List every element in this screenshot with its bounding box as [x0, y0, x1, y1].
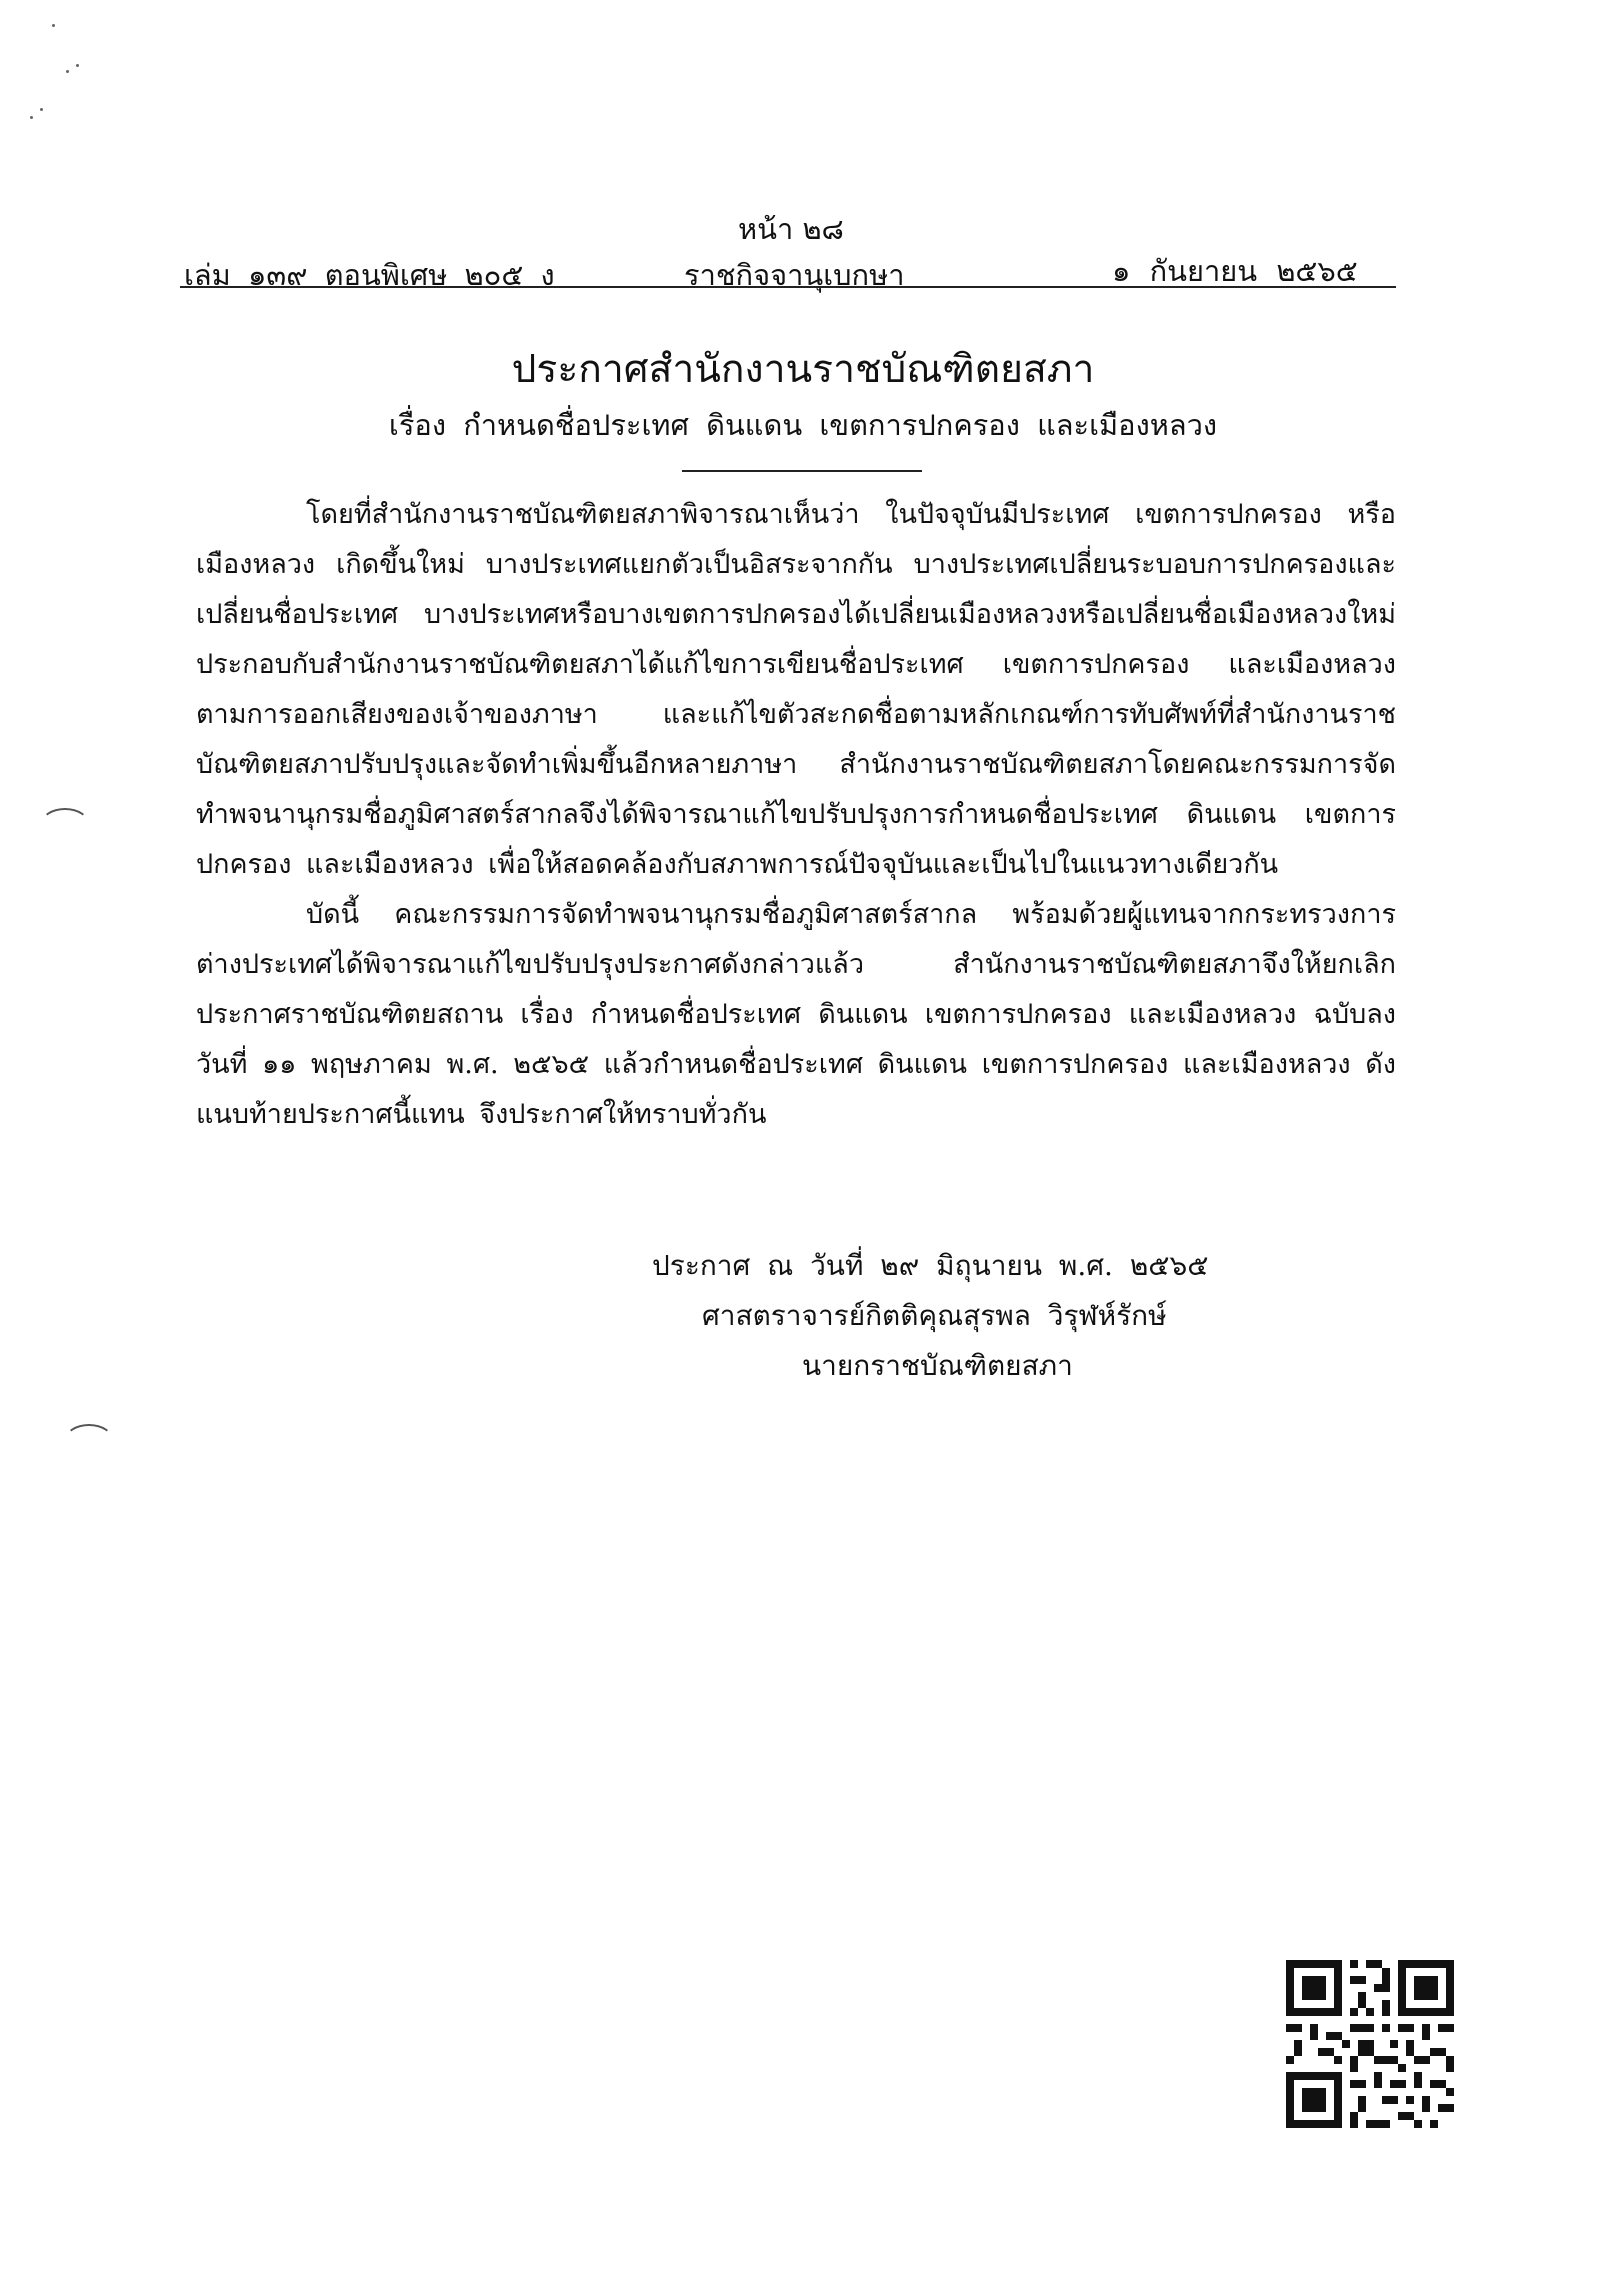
page-number: หน้า ๒๘ [738, 212, 844, 246]
scan-speck [30, 116, 33, 119]
signature-date: ประกาศ ณ วันที่ ๒๙ มิถุนายน พ.ศ. ๒๕๖๕ [652, 1249, 1209, 1282]
volume-issue: เล่ม ๑๓๙ ตอนพิเศษ ๒๐๕ ง [184, 258, 555, 292]
announcement-subject: เรื่อง กำหนดชื่อประเทศ ดินแดน เขตการปกครอง และเมืองหลวง [388, 408, 1218, 442]
signatory-position: นายกราชบัณฑิตยสภา [802, 1349, 1073, 1382]
punch-hole-mark [40, 808, 90, 842]
scan-speck [40, 108, 43, 111]
header-divider [180, 286, 1396, 288]
punch-hole-mark [64, 1424, 114, 1458]
qr-code-icon [1286, 1960, 1454, 2128]
title-divider [682, 470, 922, 472]
announcement-body [196, 490, 1396, 1140]
gazette-name: ราชกิจจานุเบกษา [684, 258, 905, 292]
scan-speck [76, 64, 79, 67]
scan-speck [66, 70, 69, 73]
publication-date: ๑ กันยายน ๒๕๖๕ [1112, 254, 1358, 288]
paragraph-2: บัดนี้ คณะกรรมการจัดทำพจนานุกรมชื่อภูมิศาสตร์สากล พร้อมด้วยผู้แทนจากกระทรวงการต่างประเทศได้พิจารณาแก้ไขปรับปรุงประกาศดังกล่าวแล้ว สำนักงานราชบัณฑิตยสภาจึงให้ยกเลิกประกาศราชบัณฑิตยสถาน เรื่อง กำหนดชื่อประเทศ ดินแดน เขตการปกครอง และเมืองหลวง ฉบับลงวันที่ ๑๑ พฤษภาคม พ.ศ. ๒๕๖๕ แล้วกำหนดชื่อประเทศ ดินแดน เขตการปกครอง และเมืองหลวง ดังแนบท้ายประกาศนี้แทน จึงประกาศให้ทราบทั่วกัน [196, 899, 1396, 1130]
paragraph-1: โดยที่สำนักงานราชบัณฑิตยสภาพิจารณาเห็นว่า ในปัจจุบันมีประเทศ เขตการปกครอง หรือเมืองหลวง เกิดขึ้นใหม่ บางประเทศแยกตัวเป็นอิสระจากกัน บางประเทศเปลี่ยนระบอบการปกครองและเปลี่ยนชื่อประเทศ บางประเทศหรือบางเขตการปกครองได้เปลี่ยนเมืองหลวงหรือเปลี่ยนชื่อเมืองหลวงใหม่ ประกอบกับสำนักงานราชบัณฑิตยสภาได้แก้ไขการเขียนชื่อประเทศ เขตการปกครอง และเมืองหลวง ตามการออกเสียงของเจ้าของภาษา และแก้ไขตัวสะกดชื่อตามหลักเกณฑ์การทับศัพท์ที่สำนักงานราชบัณฑิตยสภาปรับปรุงและจัดทำเพิ่มขึ้นอีกหลายภาษา สำนักงานราชบัณฑิตยสภาโดยคณะกรรมการจัดทำพจนานุกรมชื่อภูมิศาสตร์สากลจึงได้พิจารณาแก้ไขปรับปรุงการกำหนดชื่อประเทศ ดินแดน เขตการปกครอง และเมืองหลวง เพื่อให้สอดคล้องกับสภาพการณ์ปัจจุบันและเป็นไปในแนวทางเดียวกัน [196, 499, 1396, 880]
announcement-title: ประกาศสำนักงานราชบัณฑิตยสภา [511, 347, 1095, 392]
signatory-name: ศาสตราจารย์กิตติคุณสุรพล วิรุฬห์รักษ์ [702, 1299, 1167, 1332]
scan-speck [52, 24, 55, 27]
